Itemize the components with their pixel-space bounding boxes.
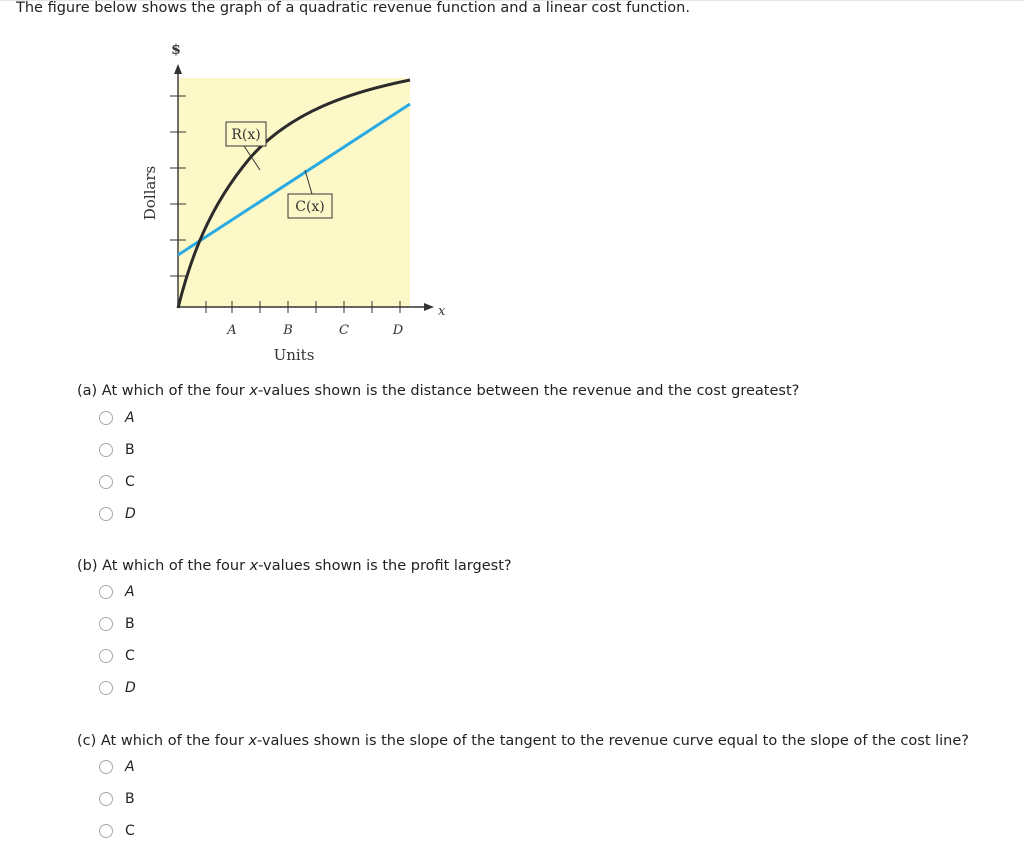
question-a-prefix: (a) At which of the four (77, 383, 250, 399)
question-a-option-d[interactable] (99, 504, 136, 524)
x-axis-title: Units (273, 346, 315, 364)
option-label: B (125, 791, 135, 807)
question-a-text (77, 383, 799, 399)
question-b-suffix: -values shown is the profit largest? (258, 558, 512, 574)
x-tick-label-a: A (227, 323, 237, 338)
question-b-option-a[interactable] (99, 582, 135, 602)
question-b-option-b[interactable] (99, 614, 135, 634)
option-label: C (125, 823, 135, 839)
y-unit-label: $ (171, 42, 181, 58)
question-c-text (77, 733, 969, 749)
question-a-option-b[interactable] (99, 440, 135, 460)
radio-button[interactable] (99, 411, 113, 425)
question-c-option-b[interactable] (99, 789, 135, 809)
y-axis-title: Dollars (141, 165, 159, 221)
x-variable-label: x (438, 304, 446, 319)
option-label: D (125, 680, 136, 696)
question-b-option-d[interactable] (99, 678, 136, 698)
option-label: A (125, 410, 135, 426)
plot-background (178, 78, 410, 307)
x-axis-arrowhead (424, 303, 434, 311)
radio-button[interactable] (99, 443, 113, 457)
option-label: D (125, 506, 136, 522)
option-label: B (125, 616, 135, 632)
radio-button[interactable] (99, 617, 113, 631)
x-tick-label-d: D (392, 323, 404, 338)
option-label: B (125, 442, 135, 458)
question-c-suffix: -values shown is the slope of the tangent to the revenue curve equal to the slope of the cost line? (257, 733, 969, 749)
problem-intro: The figure below shows the graph of a quadratic revenue function and a linear cost function. (16, 0, 690, 16)
revenue-cost-figure (110, 30, 460, 370)
question-b-prefix: (b) At which of the four (77, 558, 250, 574)
option-label: C (125, 648, 135, 664)
question-a-suffix: -values shown is the distance between the revenue and the cost greatest? (257, 383, 800, 399)
radio-button[interactable] (99, 585, 113, 599)
radio-button[interactable] (99, 475, 113, 489)
graph-svg (110, 30, 460, 370)
question-c-var: x (248, 733, 258, 749)
option-label: A (125, 584, 135, 600)
question-b-option-c[interactable] (99, 646, 135, 666)
option-label: A (125, 759, 135, 775)
radio-button[interactable] (99, 649, 113, 663)
question-c-option-c[interactable] (99, 821, 135, 841)
question-a-option-c[interactable] (99, 472, 135, 492)
question-c-option-a[interactable] (99, 757, 135, 777)
radio-button[interactable] (99, 760, 113, 774)
y-axis-arrowhead (174, 64, 182, 74)
question-a-option-a[interactable] (99, 408, 135, 428)
x-tick-label-c: C (339, 323, 349, 338)
radio-button[interactable] (99, 824, 113, 838)
radio-button[interactable] (99, 507, 113, 521)
x-tick-label-b: B (283, 323, 293, 338)
question-c-prefix: (c) At which of the four (77, 733, 249, 749)
question-b-var: x (249, 558, 259, 574)
question-a-var: x (249, 383, 258, 399)
question-b-text (77, 558, 512, 574)
radio-button[interactable] (99, 681, 113, 695)
radio-button[interactable] (99, 792, 113, 806)
option-label: C (125, 474, 135, 490)
cost-label: C(x) (295, 199, 325, 215)
revenue-label: R(x) (231, 127, 261, 143)
